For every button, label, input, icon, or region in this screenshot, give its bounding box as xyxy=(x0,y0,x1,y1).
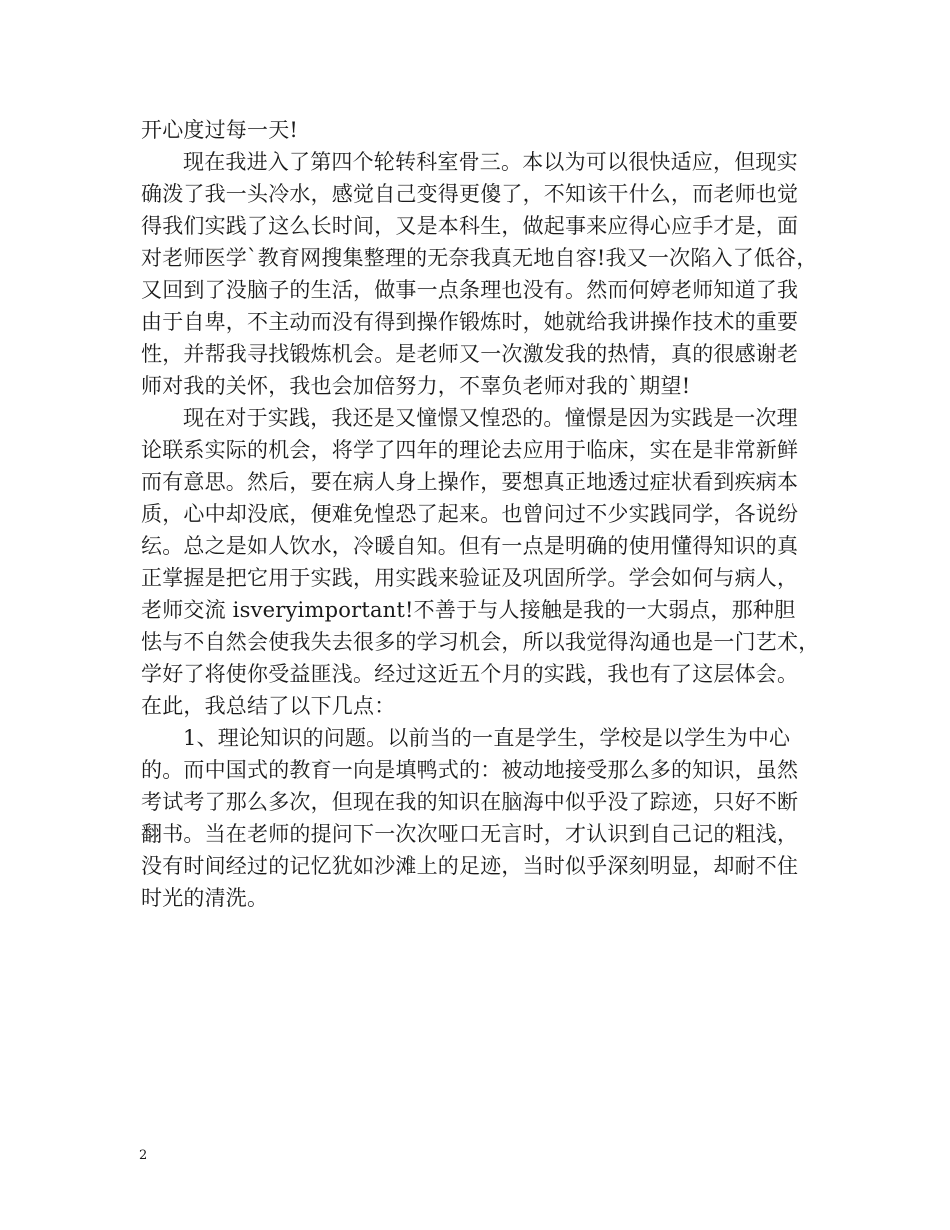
text-line: 怯与不自然会使我失去很多的学习机会，所以我觉得沟通也是一门艺术， xyxy=(141,630,820,654)
text-line: 1、理论知识的问题。以前当的一直是学生，学校是以学生为中心 xyxy=(183,726,791,750)
text-line: 时光的清洗。 xyxy=(141,886,269,910)
text-line: 对老师医学`教育网搜集整理的无奈我真无地自容!我又一次陷入了低谷， xyxy=(141,246,818,270)
text-line: 由于自卑，不主动而没有得到操作锻炼时，她就给我讲操作技术的重要 xyxy=(141,310,799,334)
text-line: 的。而中国式的教育一向是填鸭式的：被动地接受那么多的知识，虽然 xyxy=(141,758,799,782)
text-line: 又回到了没脑子的生活，做事一点条理也没有。然而何婷老师知道了我 xyxy=(141,278,799,302)
text-line: 性，并帮我寻找锻炼机会。是老师又一次激发我的热情，真的很感谢老 xyxy=(141,342,799,366)
page-number: 2 xyxy=(139,1148,148,1163)
text-line: 没有时间经过的记忆犹如沙滩上的足迹，当时似乎深刻明显，却耐不住 xyxy=(141,854,799,878)
body-text xyxy=(141,114,821,914)
text-line: 开心度过每一天! xyxy=(141,118,299,142)
text-line: 学好了将使你受益匪浅。经过这近五个月的实践，我也有了这层体会。 xyxy=(141,662,799,686)
text-line: 翻书。当在老师的提问下一次次哑口无言时，才认识到自己记的粗浅， xyxy=(141,822,799,846)
text-line: 而有意思。然后，要在病人身上操作，要想真正地透过症状看到疾病本 xyxy=(141,470,799,494)
text-line: 正掌握是把它用于实践，用实践来验证及巩固所学。学会如何与病人， xyxy=(141,566,799,590)
text-line: 现在我进入了第四个轮转科室骨三。本以为可以很快适应，但现实 xyxy=(183,150,798,174)
text-line: 纭。总之是如人饮水，冷暖自知。但有一点是明确的使用懂得知识的真 xyxy=(141,534,799,558)
text-line: 考试考了那么多次，但现在我的知识在脑海中似乎没了踪迹，只好不断 xyxy=(141,790,799,814)
text-line: 老师交流 isveryimportant!不善于与人接触是我的一大弱点，那种胆 xyxy=(141,598,796,622)
text-line: 得我们实践了这么长时间，又是本科生，做起事来应得心应手才是，面 xyxy=(141,214,799,238)
text-line: 现在对于实践，我还是又憧憬又惶恐的。憧憬是因为实践是一次理 xyxy=(183,406,798,430)
text-line: 论联系实际的机会，将学了四年的理论去应用于临床，实在是非常新鲜 xyxy=(141,438,799,462)
text-line: 在此，我总结了以下几点： xyxy=(141,694,396,718)
text-line: 质，心中却没底，便难免惶恐了起来。也曾问过不少实践同学，各说纷 xyxy=(141,502,799,526)
text-line: 确泼了我一头冷水，感觉自己变得更傻了，不知该干什么，而老师也觉 xyxy=(141,182,799,206)
text-line: 师对我的关怀，我也会加倍努力，不辜负老师对我的`期望! xyxy=(141,374,691,398)
